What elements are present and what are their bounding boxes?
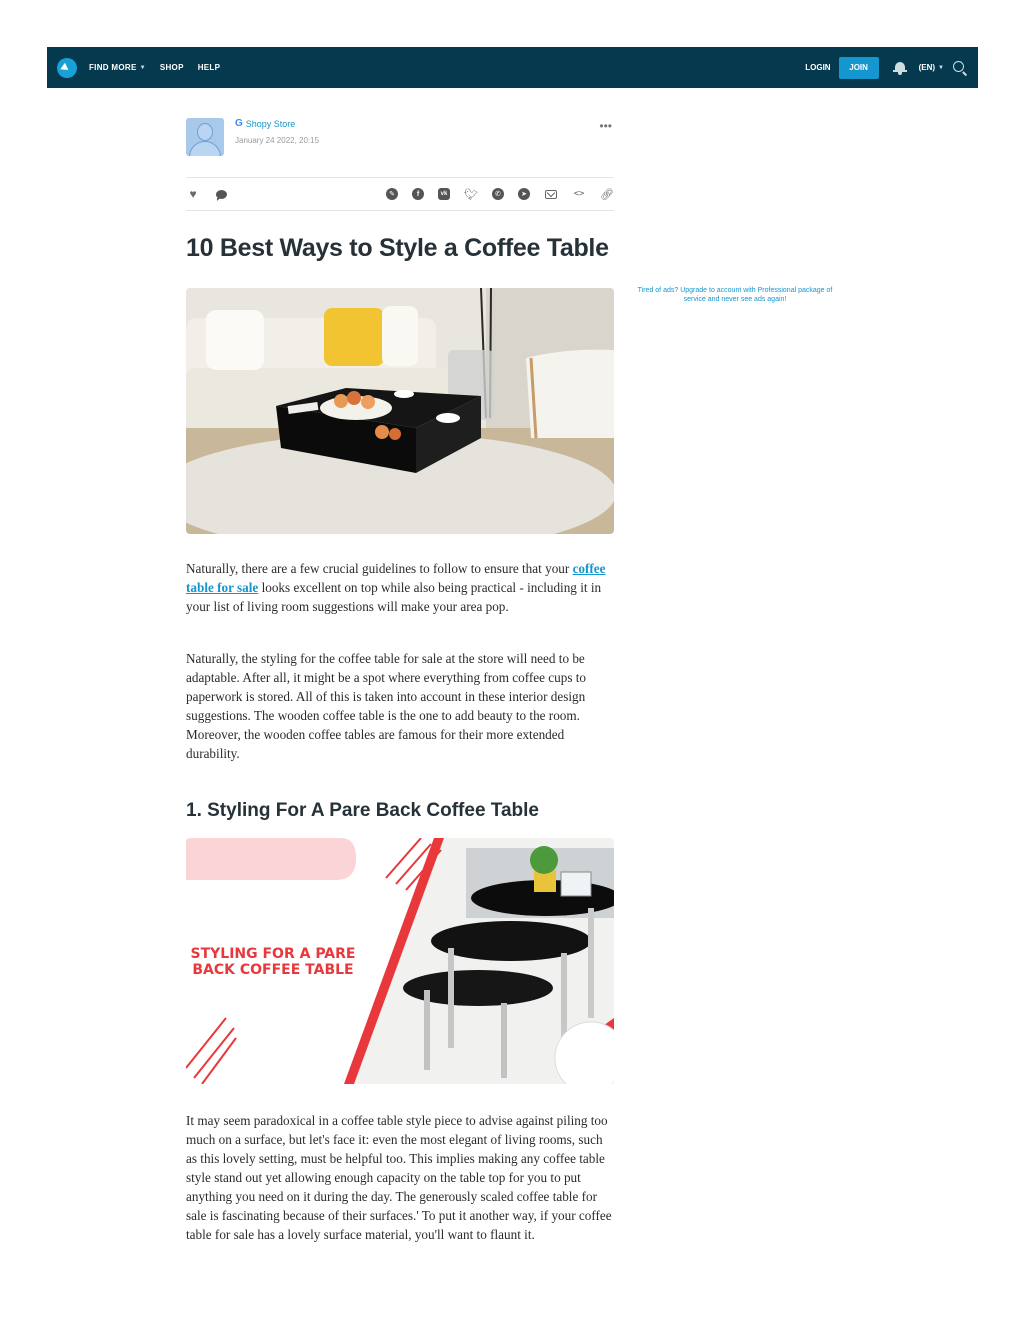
article-title: 10 Best Ways to Style a Coffee Table bbox=[186, 234, 609, 262]
more-options-icon[interactable]: ••• bbox=[599, 119, 612, 133]
join-button[interactable]: JOIN bbox=[839, 57, 879, 79]
language-label: (EN) bbox=[918, 63, 936, 72]
nav-right-group bbox=[805, 57, 968, 79]
article-paragraph-3: It may seem paradoxical in a coffee table style piece to advise against piling too much on a surface, but let's face it: even the most elegant of living rooms, such as this lovely setting, must be helpful too. This implies making any coffee table style stand out yet allowing enough capacity on the table top for you to put anything you need on it during the day. The generously scaled coffee table for sale is fascinating because of their surfaces.' To put it another way, if your coffee table for sale has a lovely surface material, you'll want to flaunt it. bbox=[186, 1113, 612, 1242]
author-link[interactable] bbox=[235, 118, 295, 129]
paragraph-1-text-b: looks excellent on top while also being practical - including it in your list of living room suggestions will make your area pop. bbox=[186, 580, 602, 614]
chevron-down-icon: ▼ bbox=[139, 64, 146, 71]
post-date: January 24 2022, 20:15 bbox=[235, 136, 320, 145]
top-navbar bbox=[47, 47, 978, 88]
twitter-icon[interactable]: 🐦︎ bbox=[464, 188, 478, 201]
image-caption: STYLING FOR A PARE BACK COFFEE TABLE bbox=[190, 946, 356, 978]
language-selector[interactable] bbox=[919, 63, 944, 72]
share-group bbox=[386, 187, 614, 201]
search-icon[interactable] bbox=[952, 60, 968, 76]
site-logo-icon[interactable] bbox=[57, 58, 77, 78]
section-heading-1: 1. Styling For A Pare Back Coffee Table bbox=[186, 800, 540, 821]
divider bbox=[186, 177, 614, 178]
author-block bbox=[186, 117, 614, 161]
like-heart-icon[interactable]: ♥ bbox=[189, 187, 197, 201]
comment-button[interactable] bbox=[214, 187, 228, 201]
nav-find-more[interactable] bbox=[89, 63, 146, 72]
login-button[interactable]: LOGIN bbox=[805, 63, 831, 72]
action-bar bbox=[186, 185, 614, 203]
author-name: Shopy Store bbox=[245, 118, 296, 129]
chevron-down-icon: ▼ bbox=[938, 64, 944, 71]
nav-help[interactable]: HELP bbox=[197, 63, 221, 72]
mail-icon bbox=[545, 190, 557, 199]
divider bbox=[186, 210, 614, 211]
coffee-table-for-sale-link[interactable]: coffee table for sale bbox=[186, 561, 606, 595]
embed-code-icon[interactable]: <> bbox=[573, 189, 585, 199]
comment-icon bbox=[216, 190, 227, 199]
whatsapp-icon[interactable]: ✆ bbox=[492, 188, 504, 200]
facebook-icon[interactable]: f bbox=[412, 188, 424, 200]
google-icon: G bbox=[235, 118, 243, 129]
coffee-table-living-room-image bbox=[186, 288, 614, 534]
nav-find-more-label: FIND MORE bbox=[89, 63, 137, 72]
article-paragraph-1 bbox=[186, 559, 616, 616]
bell-icon[interactable] bbox=[893, 61, 907, 75]
pare-back-coffee-table-image bbox=[186, 838, 614, 1084]
telegram-icon[interactable]: ➤ bbox=[518, 188, 530, 200]
email-button[interactable] bbox=[544, 187, 558, 201]
nav-shop[interactable]: SHOP bbox=[159, 63, 184, 72]
paragraph-1-text-a: Naturally, there are a few crucial guidelines to follow to ensure that your bbox=[186, 561, 573, 576]
ad-upgrade-note[interactable]: Tired of ads? Upgrade to account with Professional package of service and never see ads again! bbox=[637, 287, 833, 303]
article-paragraph-2: Naturally, the styling for the coffee table for sale at the store will need to be adaptable. After all, it might be a spot where everything from coffee cups to paperwork is stored. All of this is taken into account in these interior design suggestions. The wooden coffee table is the one to add beauty to the room. Moreover, the wooden coffee tables are famous for their more extended durability. bbox=[186, 651, 587, 761]
copy-link-icon[interactable]: 🔗︎ bbox=[600, 188, 614, 201]
vk-icon[interactable]: vk bbox=[438, 188, 450, 200]
avatar[interactable] bbox=[186, 118, 224, 156]
share-generic-icon[interactable]: ✎ bbox=[386, 188, 398, 200]
